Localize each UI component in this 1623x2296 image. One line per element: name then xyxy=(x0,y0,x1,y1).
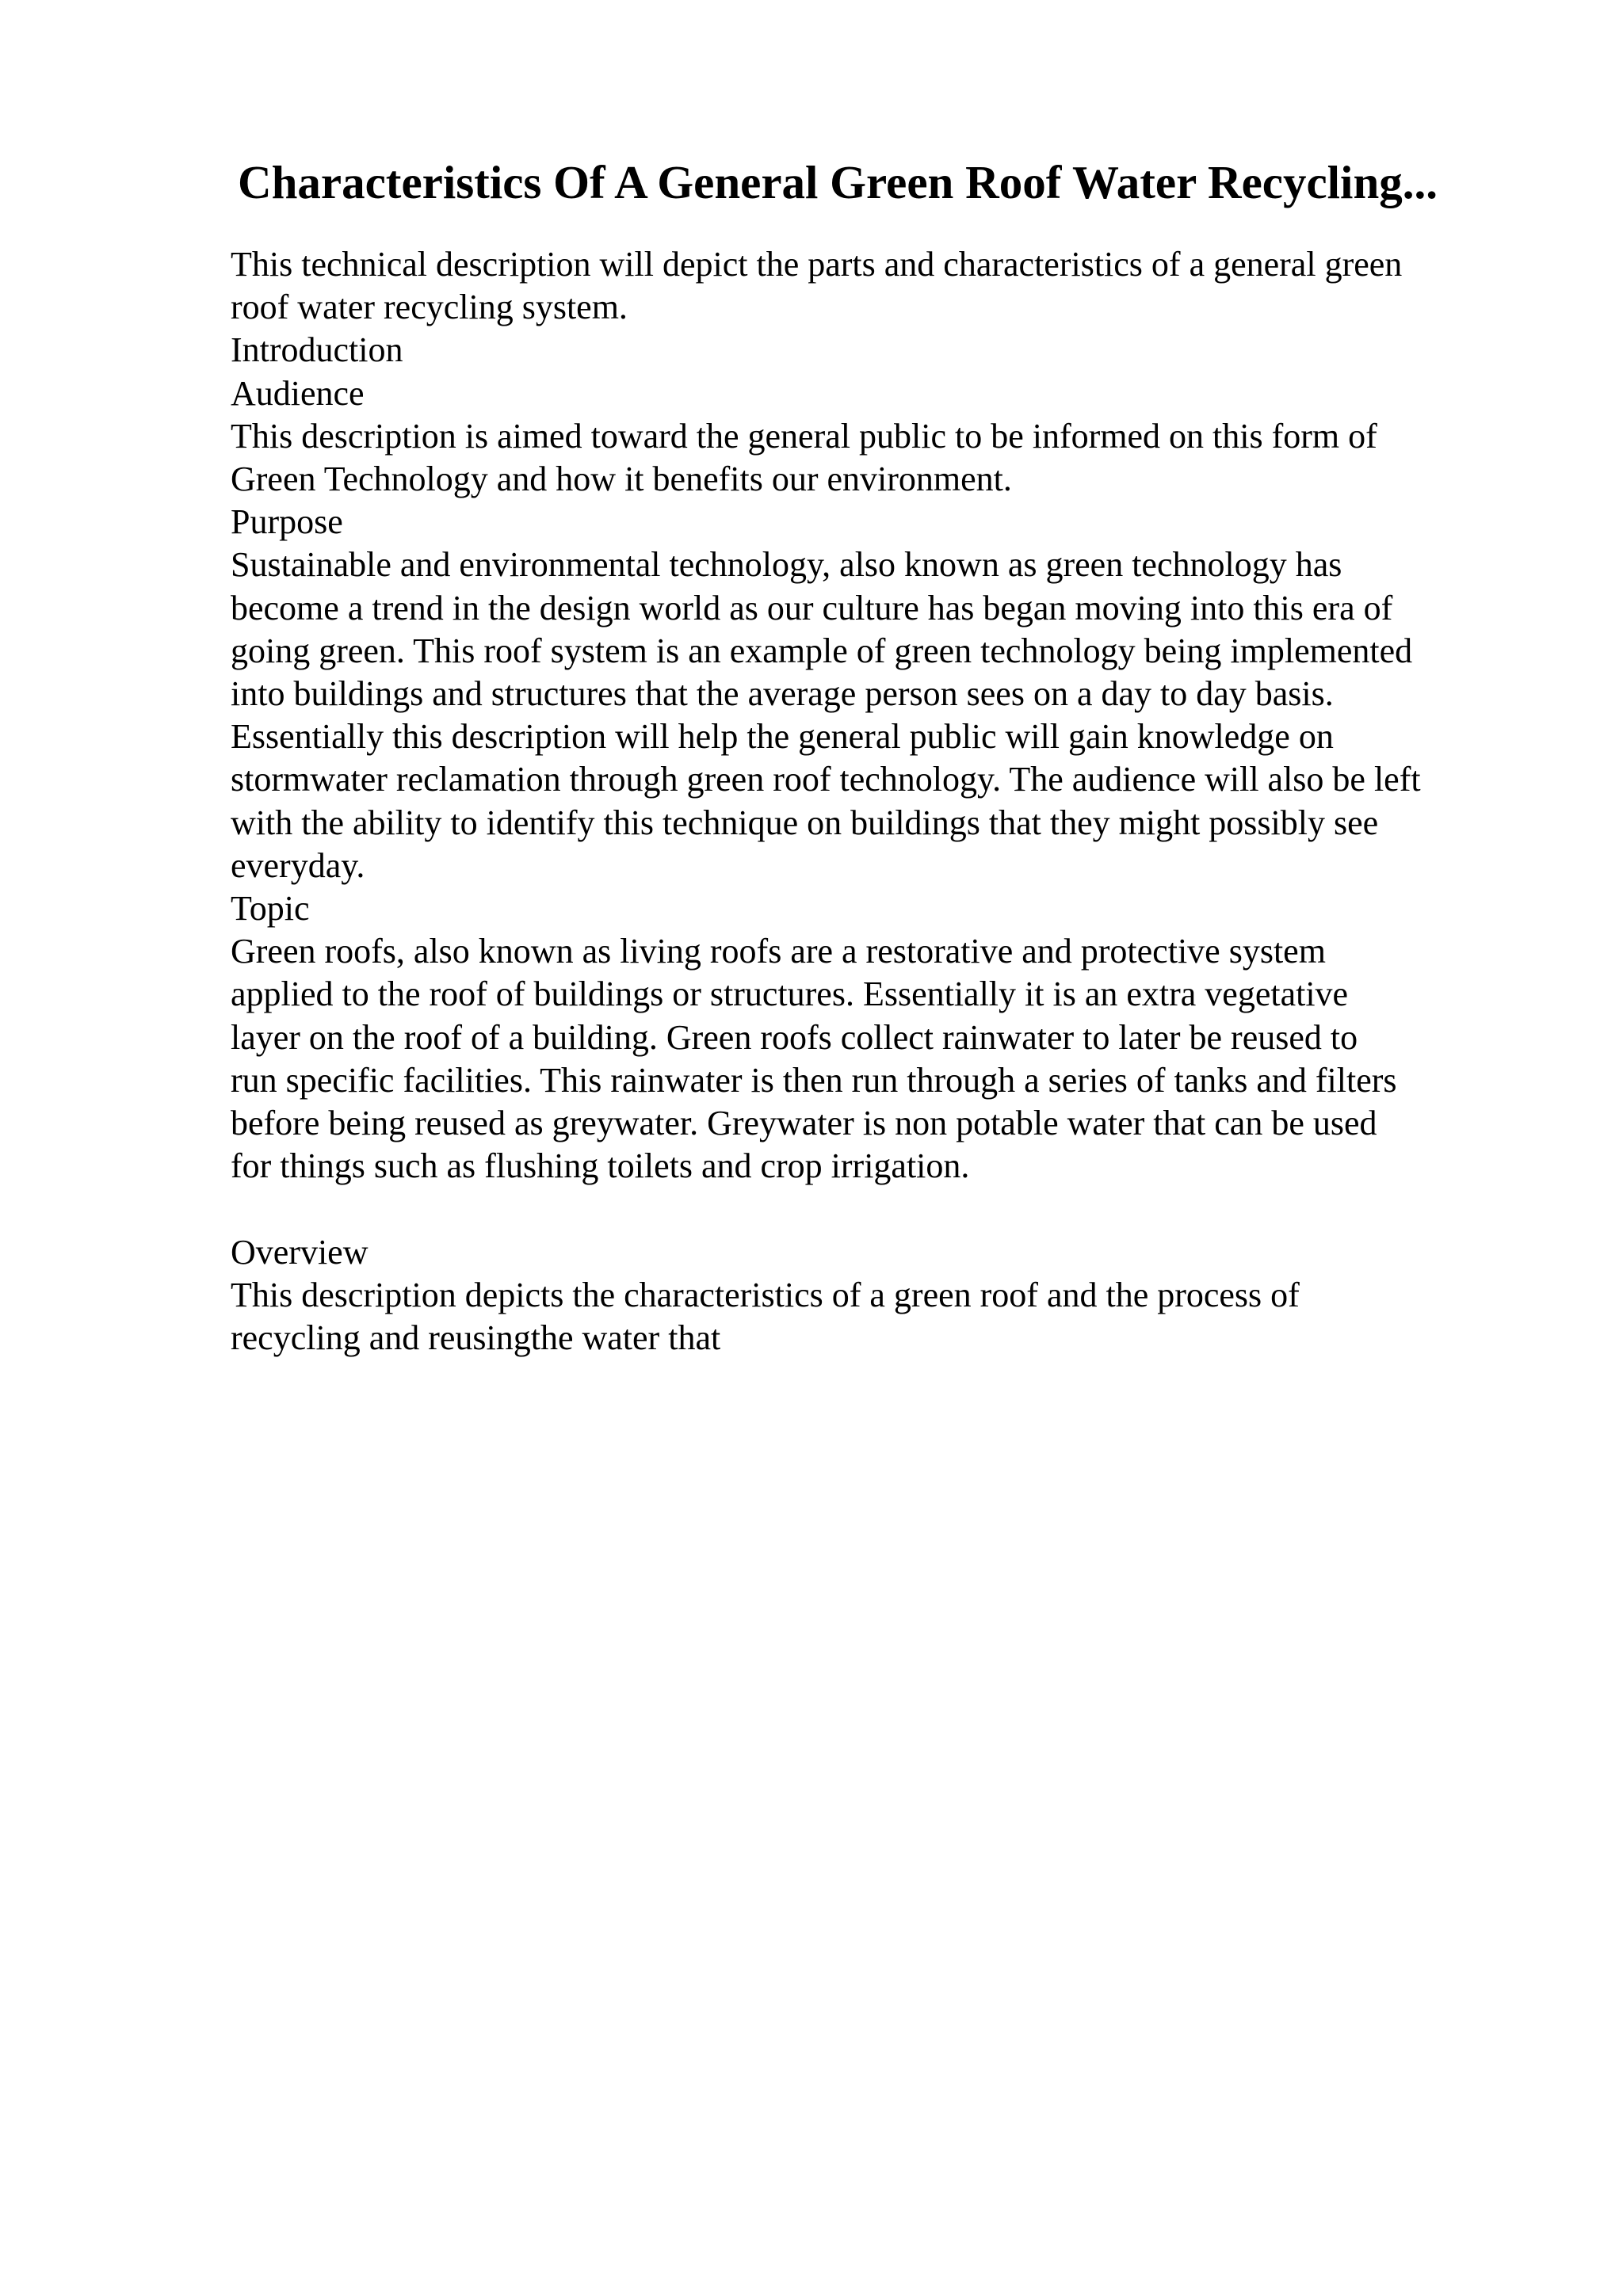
topic-line-3: layer on the roof of a building. Green roofs collect rainwater to later be reused to xyxy=(231,1017,1358,1057)
intro-line-1: This technical description will depict the parts and characteristics of a general green xyxy=(231,245,1403,284)
heading-audience: Audience xyxy=(231,373,365,413)
heading-introduction: Introduction xyxy=(231,330,403,370)
topic-line-2: applied to the roof of buildings or structures. Essentially it is an extra vegetative xyxy=(231,974,1349,1014)
heading-purpose: Purpose xyxy=(231,502,343,542)
purpose-line-1: Sustainable and environmental technology, also known as green technology has xyxy=(231,545,1342,585)
purpose-line-4: into buildings and structures that the average person sees on a day to day basis. xyxy=(231,674,1334,714)
purpose-line-8: everyday. xyxy=(231,845,365,885)
purpose-line-6: stormwater reclamation through green roof technology. The audience will also be left xyxy=(231,760,1421,799)
document-title: Characteristics Of A General Green Roof Water Recycling... xyxy=(238,156,1438,208)
paragraph-spacer xyxy=(231,1188,1514,1230)
overview-line-1: This description depicts the characteristics of a green roof and the process of xyxy=(231,1275,1300,1314)
topic-line-1: Green roofs, also known as living roofs are a restorative and protective system xyxy=(231,932,1326,971)
audience-line-1: This description is aimed toward the general public to be informed on this form of xyxy=(231,416,1377,456)
topic-line-6: for things such as flushing toilets and crop irrigation. xyxy=(231,1146,970,1186)
overview-line-2: recycling and reusingthe water that xyxy=(231,1318,721,1358)
topic-line-5: before being reused as greywater. Greywater is non potable water that can be used xyxy=(231,1104,1377,1143)
heading-overview: Overview xyxy=(231,1232,369,1272)
heading-topic: Topic xyxy=(231,889,310,929)
purpose-line-3: going green. This roof system is an example of green technology being implemented xyxy=(231,631,1413,670)
topic-line-4: run specific facilities. This rainwater is then run through a series of tanks and filters xyxy=(231,1060,1397,1100)
purpose-line-5: Essentially this description will help the general public will gain knowledge on xyxy=(231,717,1334,757)
document-body xyxy=(231,243,1514,1360)
purpose-line-7: with the ability to identify this technique on buildings that they might possibly see xyxy=(231,803,1379,842)
purpose-line-2: become a trend in the design world as our culture has began moving into this era of xyxy=(231,588,1393,627)
intro-line-2: roof water recycling system. xyxy=(231,288,628,327)
audience-line-2: Green Technology and how it benefits our environment. xyxy=(231,460,1012,499)
